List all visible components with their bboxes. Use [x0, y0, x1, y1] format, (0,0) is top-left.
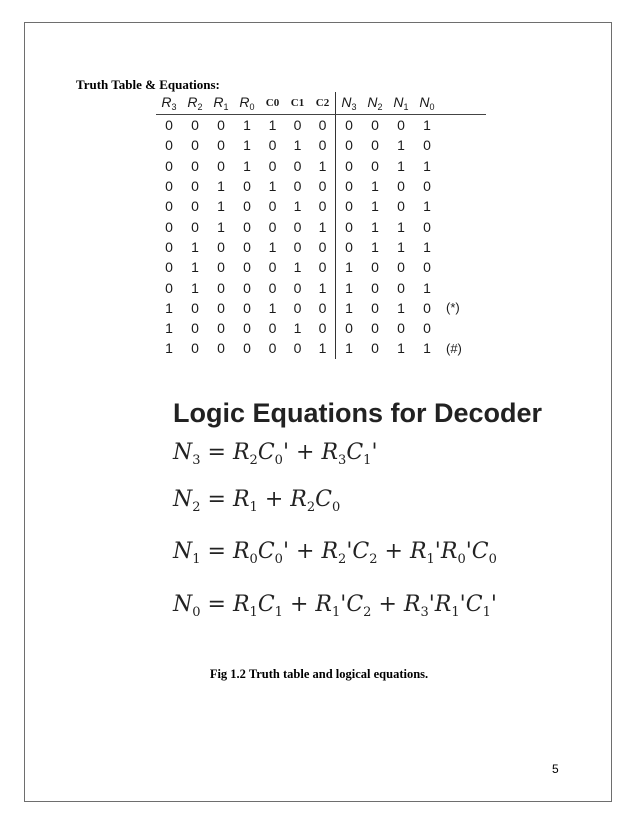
- table-cell: 0: [243, 279, 251, 296]
- table-cell: 1: [345, 279, 353, 296]
- table-cell: 1: [191, 279, 199, 296]
- table-cell: 0: [191, 340, 199, 357]
- table-cell: 1: [165, 299, 173, 316]
- table-cell: 0: [318, 238, 327, 255]
- table-cell: 0: [191, 117, 199, 134]
- table-cell: 0: [423, 218, 431, 235]
- table-cell: 0: [397, 259, 405, 276]
- table-row: [156, 277, 486, 297]
- figure-caption: Fig 1.2 Truth table and logical equations.: [209, 667, 429, 681]
- table-cell: 0: [243, 259, 251, 276]
- table-cell: 0: [293, 218, 302, 235]
- table-cell: 1: [423, 198, 431, 215]
- table-cell: 1: [423, 279, 431, 296]
- table-cell: 0: [371, 259, 379, 276]
- table-cell: 0: [243, 198, 251, 215]
- table-cell: 0: [268, 198, 277, 215]
- table-cell: 1: [318, 157, 327, 174]
- column-header: $R_2$: [187, 94, 203, 112]
- table-cell: 0: [243, 340, 251, 357]
- table-cell: 0: [318, 178, 327, 195]
- table-row: [156, 176, 486, 196]
- table-cell: 0: [165, 137, 173, 154]
- table-cell: 1: [268, 178, 277, 195]
- table-cell: 1: [318, 279, 327, 296]
- table-cell: 0: [293, 299, 302, 316]
- table-cell: 1: [217, 178, 225, 195]
- table-cell: 1: [217, 198, 225, 215]
- table-cell: 0: [345, 218, 353, 235]
- table-cell: 1: [397, 340, 405, 357]
- table-cell: 0: [191, 320, 199, 337]
- table-cell: 1: [423, 157, 431, 174]
- table-cell: 1: [423, 117, 431, 134]
- table-cell: 1: [397, 238, 405, 255]
- table-cell: 1: [397, 218, 405, 235]
- equations-title: Logic Equations for Decoder: [173, 398, 543, 428]
- table-cell: 1: [345, 340, 353, 357]
- table-cell: 0: [268, 279, 277, 296]
- table-cell: 1: [371, 198, 379, 215]
- table-cell: 0: [243, 218, 251, 235]
- table-row: [156, 216, 486, 236]
- table-row: [156, 156, 486, 176]
- table-cell: 0: [165, 218, 173, 235]
- column-header: $R_0$: [239, 94, 255, 112]
- table-cell: 0: [165, 178, 173, 195]
- table-cell: 0: [397, 198, 405, 215]
- column-header: C1: [290, 97, 305, 109]
- table-cell: 1: [191, 259, 199, 276]
- table-cell: 0: [191, 137, 199, 154]
- table-cell: 1: [371, 178, 379, 195]
- table-cell: 0: [345, 198, 353, 215]
- table-cell: 0: [268, 340, 277, 357]
- table-cell: 1: [268, 299, 277, 316]
- table-cell: 0: [165, 238, 173, 255]
- table-cell: 0: [217, 279, 225, 296]
- table-cell: 0: [345, 157, 353, 174]
- row-note: (#): [446, 340, 462, 356]
- table-cell: 1: [293, 198, 302, 215]
- page-number: 5: [552, 762, 559, 776]
- table-cell: 0: [423, 320, 431, 337]
- table-cell: 1: [423, 238, 431, 255]
- table-cell: 0: [293, 178, 302, 195]
- table-row: [156, 338, 486, 358]
- table-cell: 0: [397, 279, 405, 296]
- table-cell: 0: [217, 340, 225, 357]
- table-cell: 0: [293, 340, 302, 357]
- truth-table: [156, 92, 486, 359]
- table-cell: 0: [165, 198, 173, 215]
- table-cell: 0: [243, 178, 251, 195]
- table-cell: 0: [217, 117, 225, 134]
- table-cell: 1: [217, 218, 225, 235]
- equation-n0: $N_0 = R_1C_1 + R_1'C_2 + R_3'R_1'C_1'$: [173, 592, 497, 620]
- table-cell: 0: [318, 259, 327, 276]
- table-row: [156, 115, 486, 135]
- table-cell: 1: [243, 117, 251, 134]
- table-cell: 0: [268, 157, 277, 174]
- column-header: $N_3$: [341, 94, 357, 112]
- column-header: $N_0$: [419, 94, 435, 112]
- table-row: [156, 237, 486, 257]
- truth-table-header: [156, 92, 486, 115]
- table-cell: 0: [217, 137, 225, 154]
- table-cell: 0: [268, 320, 277, 337]
- table-row: [156, 196, 486, 216]
- table-cell: 0: [293, 238, 302, 255]
- table-cell: 0: [423, 259, 431, 276]
- table-cell: 0: [243, 320, 251, 337]
- column-header: C2: [315, 97, 330, 109]
- column-header: $N_1$: [393, 94, 409, 112]
- table-cell: 0: [293, 279, 302, 296]
- table-cell: 1: [371, 218, 379, 235]
- table-cell: 0: [165, 279, 173, 296]
- equation-n1: $N_1 = R_0C_0' + R_2'C_2 + R_1'R_0'C_0$: [173, 539, 497, 567]
- table-cell: 1: [268, 238, 277, 255]
- table-cell: 0: [345, 320, 353, 337]
- table-cell: 0: [165, 259, 173, 276]
- table-cell: 0: [243, 238, 251, 255]
- table-cell: 0: [423, 137, 431, 154]
- table-cell: 0: [397, 320, 405, 337]
- table-cell: 1: [243, 137, 251, 154]
- table-cell: 0: [191, 157, 199, 174]
- table-cell: 0: [293, 117, 302, 134]
- table-cell: 0: [345, 117, 353, 134]
- table-cell: 1: [293, 137, 302, 154]
- table-cell: 0: [371, 137, 379, 154]
- table-cell: 0: [318, 198, 327, 215]
- row-note: (*): [446, 300, 460, 316]
- table-cell: 0: [217, 238, 225, 255]
- column-header: $R_3$: [161, 94, 177, 112]
- table-cell: 0: [165, 157, 173, 174]
- table-cell: 0: [293, 157, 302, 174]
- table-cell: 0: [217, 259, 225, 276]
- table-cell: 0: [371, 340, 379, 357]
- table-cell: 0: [268, 259, 277, 276]
- table-cell: 0: [318, 299, 327, 316]
- table-cell: 0: [268, 137, 277, 154]
- table-cell: 0: [423, 178, 431, 195]
- section-heading: Truth Table & Equations:: [76, 77, 220, 92]
- table-cell: 0: [318, 137, 327, 154]
- table-cell: 1: [397, 157, 405, 174]
- table-cell: 1: [345, 259, 353, 276]
- table-cell: 0: [371, 157, 379, 174]
- table-cell: 0: [423, 299, 431, 316]
- table-cell: 0: [268, 218, 277, 235]
- table-cell: 0: [243, 299, 251, 316]
- column-header: $R_1$: [213, 94, 229, 112]
- table-cell: 0: [345, 178, 353, 195]
- table-row: [156, 257, 486, 277]
- table-cell: 0: [318, 117, 327, 134]
- table-cell: 0: [345, 238, 353, 255]
- table-cell: 1: [318, 340, 327, 357]
- table-cell: 0: [371, 299, 379, 316]
- table-cell: 1: [268, 117, 277, 134]
- table-cell: 0: [217, 299, 225, 316]
- table-cell: 1: [243, 157, 251, 174]
- table-cell: 0: [397, 117, 405, 134]
- table-cell: 0: [371, 279, 379, 296]
- table-row: [156, 298, 486, 318]
- table-cell: 1: [423, 340, 431, 357]
- table-cell: 0: [217, 157, 225, 174]
- table-cell: 1: [191, 238, 199, 255]
- table-cell: 0: [165, 117, 173, 134]
- table-cell: 1: [397, 299, 405, 316]
- table-cell: 1: [397, 137, 405, 154]
- column-header: C0: [265, 97, 280, 109]
- table-cell: 0: [217, 320, 225, 337]
- table-cell: 1: [165, 340, 173, 357]
- table-cell: 0: [191, 218, 199, 235]
- equation-n3: $N_3 = R_2C_0' + R_3C_1'$: [173, 440, 378, 468]
- table-cell: 0: [191, 299, 199, 316]
- table-cell: 1: [293, 320, 302, 337]
- table-row: [156, 135, 486, 155]
- table-cell: 0: [345, 137, 353, 154]
- table-cell: 1: [293, 259, 302, 276]
- table-cell: 1: [371, 238, 379, 255]
- table-row: [156, 318, 486, 338]
- table-cell: 1: [345, 299, 353, 316]
- table-cell: 0: [371, 320, 379, 337]
- table-cell: 1: [165, 320, 173, 337]
- table-cell: 0: [318, 320, 327, 337]
- table-cell: 0: [191, 198, 199, 215]
- table-cell: 0: [397, 178, 405, 195]
- equation-n2: $N_2 = R_1 + R_2C_0$: [173, 487, 341, 515]
- column-header: $N_2$: [367, 94, 383, 112]
- table-cell: 0: [371, 117, 379, 134]
- table-cell: 0: [191, 178, 199, 195]
- table-cell: 1: [318, 218, 327, 235]
